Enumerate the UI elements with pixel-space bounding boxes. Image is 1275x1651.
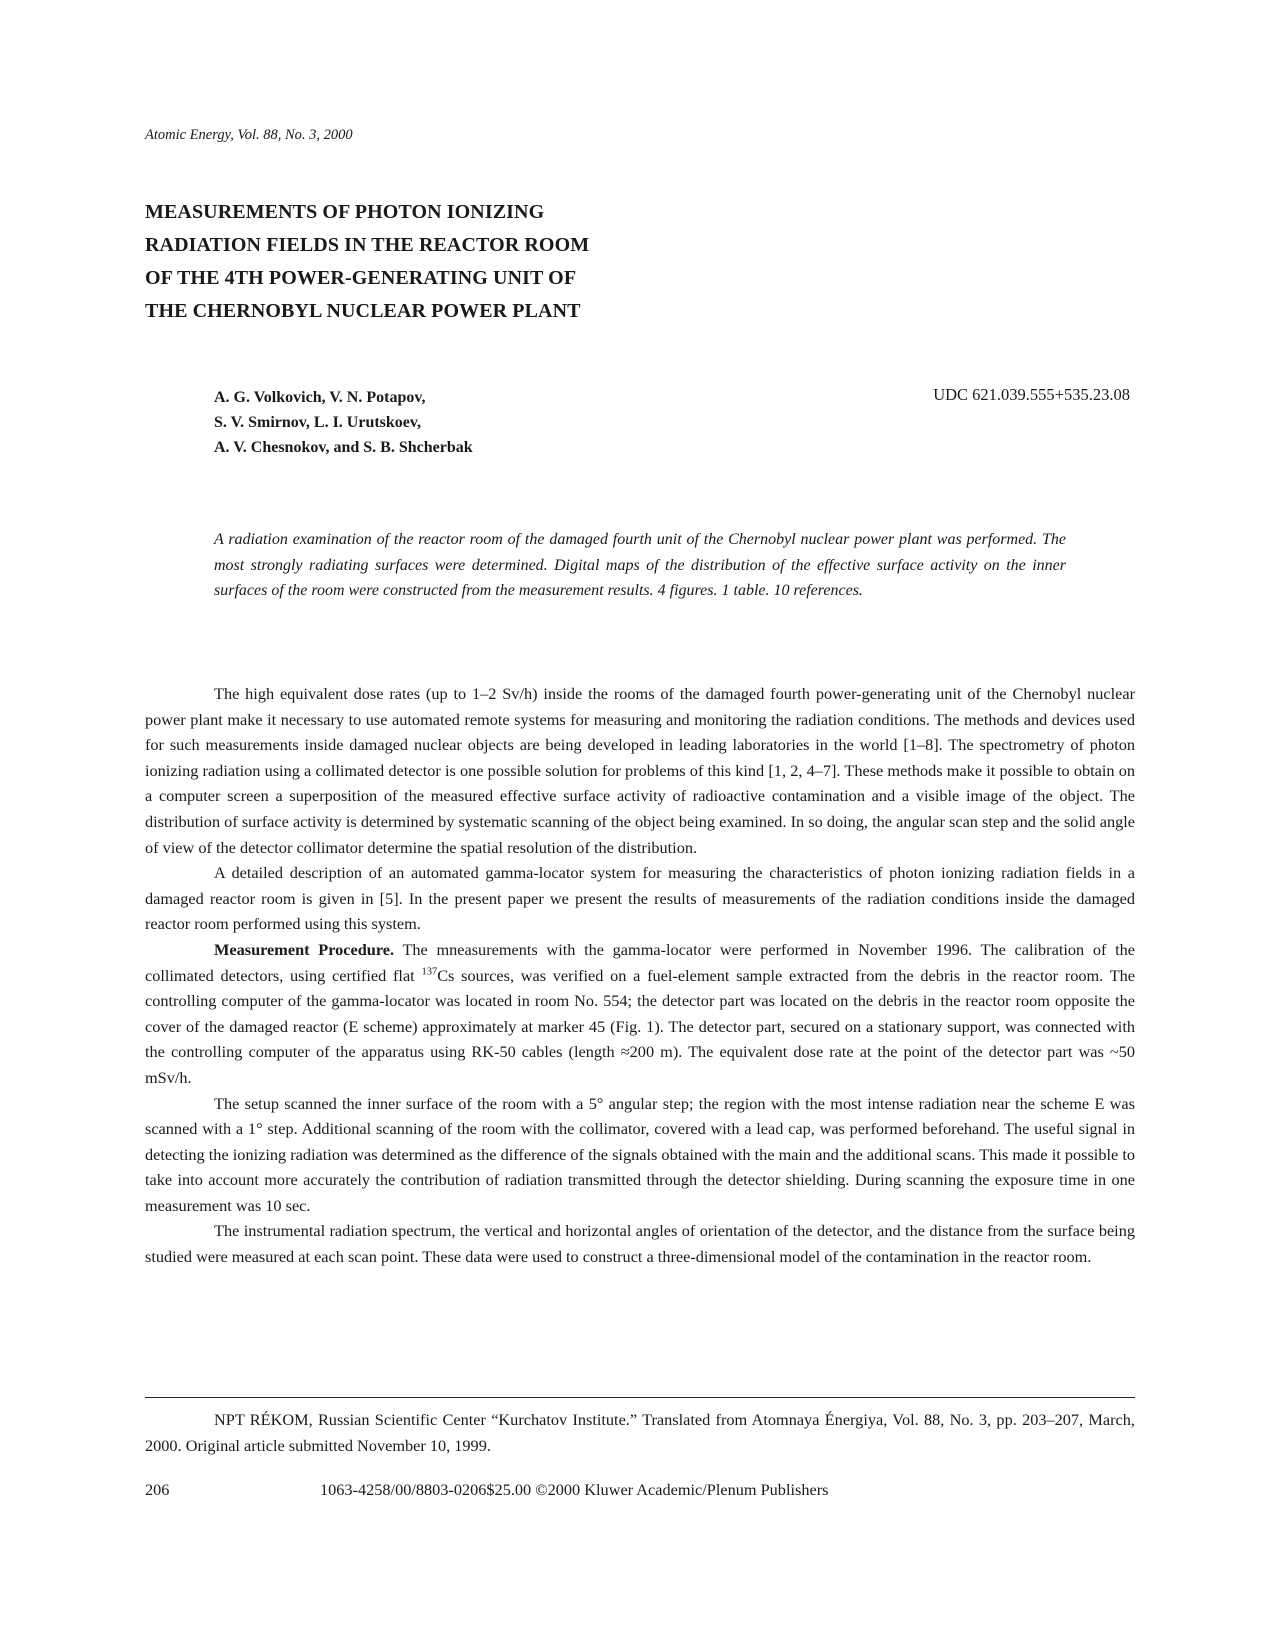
title-line: THE CHERNOBYL NUCLEAR POWER PLANT bbox=[145, 300, 581, 322]
body-text bbox=[145, 681, 1135, 1270]
author-line: S. V. Smirnov, L. I. Urutskoev, bbox=[214, 414, 422, 431]
paragraph-scanning: The setup scanned the inner surface of the room with a 5° angular step; the region with the most intense radiation near the scheme E was scanned with a 1° step. Additional scanning of the room with the collimator, covered with a lead cap, was performed beforehand. The useful signal in detecting the ionizing radiation was determined as the difference of the signals obtained with the main and the additional scans. This made it possible to take into account more accurately the contribution of radiation transmitted through the detector shielding. During scanning the exposure time in one measurement was 10 sec. bbox=[145, 1093, 1135, 1215]
paragraph-procedure bbox=[145, 937, 1135, 1091]
title-line: MEASUREMENTS OF PHOTON IONIZING bbox=[145, 201, 545, 223]
author-line: A. G. Volkovich, V. N. Potapov, bbox=[214, 389, 426, 406]
section-heading: Measurement Procedure. bbox=[214, 939, 395, 959]
abstract: A radiation examination of the reactor room of the damaged fourth unit of the Chernobyl nuclear power plant was performed. The most strongly radiating surfaces were determined. Digital maps of the distribution of the effective surface activity on the inner surfaces of the room were constructed from the measurement results. 4 figures. 1 table. 10 references. bbox=[214, 531, 1066, 599]
isotope-superscript: 137 bbox=[421, 966, 438, 978]
author-list bbox=[214, 385, 473, 460]
udc-code: UDC 621.039.555+535.23.08 bbox=[933, 385, 1130, 404]
journal-reference: Atomic Energy, Vol. 88, No. 3, 2000 bbox=[145, 127, 353, 143]
affiliation-footnote: NPT RÉKOM, Russian Scientific Center “Kurchatov Institute.” Translated from Atomnaya Énergiya, Vol. 88, No. 3, pp. 203–207, March, 2000. Original article submitted November 10, 1999. bbox=[145, 1410, 1135, 1455]
title-line: RADIATION FIELDS IN THE REACTOR ROOM bbox=[145, 234, 590, 256]
paragraph-text: The mneasurements with the gamma-locator were performed in November 1996. The calibration of the collimated detectors, using certified flat bbox=[145, 939, 1135, 985]
title-line: OF THE 4TH POWER-GENERATING UNIT OF bbox=[145, 267, 577, 289]
footnote-divider bbox=[145, 1397, 1135, 1398]
page-number: 206 bbox=[145, 1480, 170, 1499]
author-line: A. V. Chesnokov, and S. B. Shcherbak bbox=[214, 439, 473, 456]
copyright-line: 1063-4258/00/8803-0206$25.00 ©2000 Kluwer Academic/Plenum Publishers bbox=[320, 1480, 829, 1499]
paragraph-model: The instrumental radiation spectrum, the vertical and horizontal angles of orientation of the detector, and the distance from the surface being studied were measured at each scan point. These data were used to construct a three-dimensional model of the contamination in the reactor room. bbox=[145, 1221, 1135, 1267]
paragraph-text: Cs sources, was verified on a fuel-element sample extracted from the debris in the reactor room. The controlling computer of the gamma-locator was located in room No. 554; the detector part was located on the debris in the reactor room opposite the cover of the damaged reactor (E scheme) approximately at marker 45 (Fig. 1). The detector part, secured on a stationary support, was connected with the controlling computer of the apparatus using RK-50 cables (length ≈200 m). The equivalent dose rate at the point of the detector part was ~50 mSv/h. bbox=[145, 965, 1136, 1087]
paragraph-system: A detailed description of an automated gamma-locator system for measuring the characteristics of photon ionizing radiation fields in a damaged reactor room is given in [5]. In the present paper we present the results of measurements of the radiation conditions inside the damaged reactor room performed using this system. bbox=[145, 863, 1135, 934]
article-title bbox=[145, 196, 785, 328]
paragraph-intro: The high equivalent dose rates (up to 1–2 Sv/h) inside the rooms of the damaged fourth power-generating unit of the Chernobyl nuclear power plant make it necessary to use automated remote systems for measuring and monitoring the radiation conditions. The methods and devices used for such measurements inside damaged nuclear objects are being developed in leading laboratories in the world [1–8]. The spectrometry of photon ionizing radiation using a collimated detector is one possible solution for problems of this kind [1, 2, 4–7]. These methods make it possible to obtain on a computer screen a superposition of the measured effective surface activity of radioactive contamination and a visible image of the object. The distribution of surface activity is determined by systematic scanning of the object being examined. In so doing, the angular scan step and the solid angle of view of the detector collimator determine the spatial resolution of the distribution. bbox=[145, 684, 1135, 857]
